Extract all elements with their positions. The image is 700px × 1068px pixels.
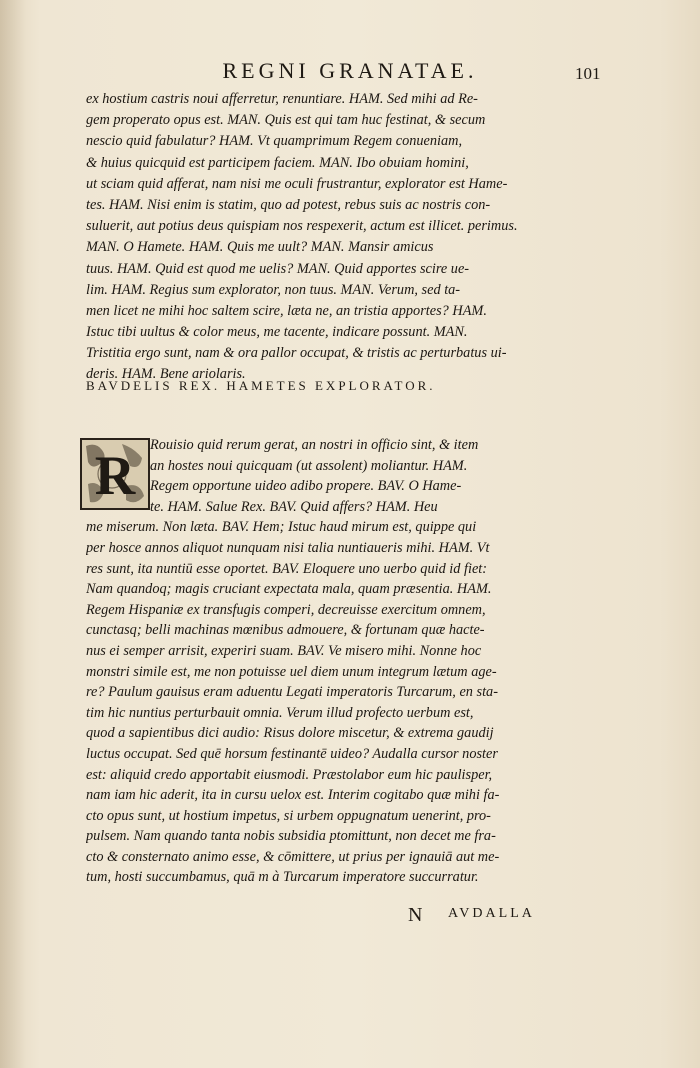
- text-line: deris. HAM. Bene ariolaris.: [86, 366, 246, 383]
- text-line: Tristitia ergo sunt, nam & ora pallor occupat, & tristis ac perturbatus ui-: [86, 345, 507, 362]
- text-line: MAN. O Hamete. HAM. Quis me uult? MAN. Mansir amicus: [86, 239, 434, 256]
- text-line: Regem Hispaniæ ex transfugis comperi, decreuisse exercitum omnem,: [86, 601, 486, 618]
- text-line: Nam quandoq; magis cruciant expectata mala, quam præsentia. HAM.: [86, 581, 492, 598]
- text-line: tim hic nuntius perturbauit omnia. Verum illud profecto uerbum est,: [86, 704, 474, 721]
- catchword: AVDALLA: [448, 906, 535, 921]
- text-line: men licet ne mihi hoc saltem scire, læta ne, an tristia apportes? HAM.: [86, 302, 487, 319]
- text-line: per hosce annos aliquot nunquam nisi talia nuntiaueris mihi. HAM. Vt: [86, 539, 490, 556]
- text-line: & huius quicquid est participem faciem. MAN. Ibo obuiam homini,: [86, 154, 469, 171]
- text-line: ex hostium castris noui afferretur, renuntiare. HAM. Sed mihi ad Re-: [86, 91, 478, 107]
- text-line: luctus occupat. Sed quē horsum festinantē uideo? Audalla cursor noster: [86, 745, 498, 762]
- text-line: tes. HAM. Nisi enim is statim, quo ad potest, rebus suis ac nostris con-: [86, 196, 491, 213]
- text-line: tuus. HAM. Quid est quod me uelis? MAN. Quid apportes scire ue-: [86, 260, 470, 277]
- text-line: quod a sapientibus dici audio: Risus dolore miscetur, & extrema gaudij: [86, 725, 494, 742]
- text-line: pulsem. Nam quando tanta nobis subsidia ptomittunt, non decet me fra-: [86, 828, 496, 845]
- signature-mark: N: [408, 904, 423, 926]
- text-line: re? Paulum gauisus eram aduentu Legati imperatoris Turcarum, en sta-: [86, 684, 498, 701]
- text-line: te. HAM. Salue Rex. BAV. Quid affers? HAM. Heu: [150, 498, 438, 515]
- text-line: res sunt, ita nuntiū esse oportet. BAV. Eloquere uno uerbo quid id fiet:: [86, 560, 488, 577]
- text-line: cto & consternato animo esse, & cōmittere, ut prius per ignauiā aut me-: [86, 848, 500, 865]
- text-line: Regem opportune uideo adibo propere. BAV. O Hame-: [150, 478, 462, 495]
- page-number: 101: [575, 64, 601, 83]
- text-line: nam iam hic aderit, ita in cursu uelox est. Interim cogitabo quæ mihi fa-: [86, 787, 500, 804]
- text-line: cto opus sunt, ut hostium impetus, si urbem oppugnatum uenerint, pro-: [86, 807, 491, 824]
- svg-text:R: R: [94, 445, 136, 507]
- text-line: Istuc tibi uultus & color meus, me tacente, indicare possunt. MAN.: [86, 324, 468, 341]
- text-line: suluerit, aut potius deus quispiam nos respexerit, actum est illicet. perimus.: [86, 218, 518, 235]
- text-line: lim. HAM. Regius sum explorator, non tuus. MAN. Verum, sed ta-: [86, 281, 461, 298]
- scene-heading: BAVDELIS REX. HAMETES EXPLORATOR.: [86, 378, 436, 393]
- text-line: nus ei semper arrisit, experiri suam. BAV. Ve misero mihi. Nonne hoc: [86, 642, 482, 659]
- text-line: nescio quid fabulatur? HAM. Vt quamprimum Regem conueniam,: [86, 133, 463, 150]
- text-line: est: aliquid credo apportabit eiusmodi. Præstolabor eum hic paulisper,: [86, 766, 493, 783]
- text-line: ut sciam quid afferat, nam nisi me oculi frustrantur, explorator est Hame-: [86, 175, 508, 192]
- text-line: me miserum. Non læta. BAV. Hem; Istuc haud mirum est, quippe qui: [86, 519, 477, 536]
- text-line: Rouisio quid rerum gerat, an nostri in officio sint, & item: [150, 437, 479, 453]
- text-line: monstri simile est, me non potuisse uel diem unum integrum lætum age-: [86, 663, 497, 680]
- text-line: tum, hosti succumbamus, quā m à Turcarum imperatore succurratur.: [86, 869, 479, 886]
- passage-2: [86, 435, 566, 888]
- running-title: REGNI GRANATAE.: [222, 58, 478, 83]
- text-line: gem properato opus est. MAN. Quis est qui tam huc festinat, & secum: [86, 112, 486, 129]
- passage-1: [86, 89, 566, 386]
- text-line: an hostes noui quicquam (ut assolent) moliantur. HAM.: [150, 457, 468, 474]
- text-line: cunctasq; belli machinas mœnibus admouere, & fortunam quæ hacte-: [86, 622, 485, 639]
